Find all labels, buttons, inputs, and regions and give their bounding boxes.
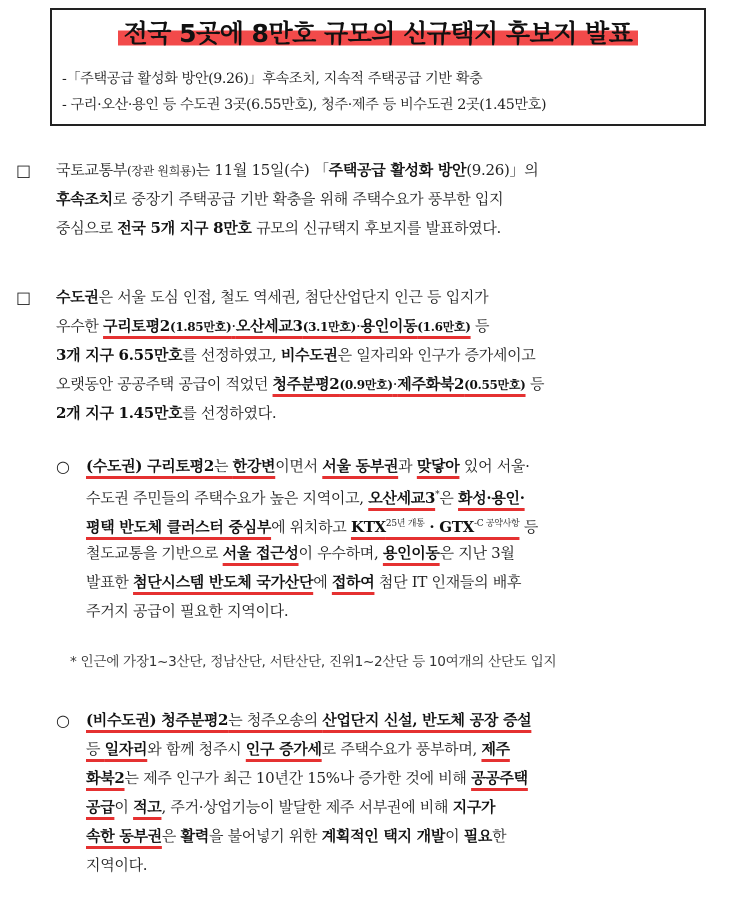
metro-paragraph: □ 수도권은 서울 도심 인접, 철도 역세권, 첨단산업단지 인근 등 입지가 우수한 구리토평2(1.85만호)·오산세교3(3.1만호)·용인이동(1.6만호) 등 3개 지구 6.55만호를 선정하였고, 비수도권은 일자리와 인구가 증가세이고 오랫동안 공공주택 공급이 적었던 청주분평2(0.9만호)·제주화북2(0.55만호) 등 2개 지구 1.45만호를 선정하였다. bbox=[56, 283, 716, 428]
circle-bullet: ○ bbox=[56, 711, 70, 730]
circle-bullet: ○ bbox=[56, 457, 70, 476]
intro-paragraph: □ 국토교통부(장관 원희룡)는 11월 15일(수) 「주택공급 활성화 방안(9.26)」의 후속조치로 중장기 주택공급 기반 확충을 위해 주택수요가 풍부한 입지 중심으로 전국 5개 지구 8만호 규모의 신규택지 후보지를 발표하였다. bbox=[56, 156, 716, 243]
page-title: 전국 5곳에 8만호 규모의 신규택지 후보지 발표 bbox=[52, 14, 704, 50]
footnote-text: 인근에 가장1~3산단, 정남산단, 서탄산단, 진위1~2산단 등 10여개의 산단도 입지 bbox=[80, 654, 557, 670]
summary-box bbox=[50, 8, 706, 126]
nonmetro-detail-paragraph: ○ (비수도권) 청주분평2는 청주오송의 산업단지 신설, 반도체 공장 증설 등 일자리와 함께 청주시 인구 증가세로 주택수요가 풍부하며, 제주 화북2는 제주 인구가 최근 10년간 15%나 증가한 것에 비해 공공주택 공급이 적고, 주거·상업기능이 발달한 제주 서부권에 비해 지구가 속한 동부권은 활력을 불어넣기 위한 계획적인 택지 개발이 필요한 지역이다. bbox=[86, 706, 716, 880]
metro-detail-paragraph: ○ (수도권) 구리토평2는 한강변이면서 서울 동부권과 맞닿아 있어 서울· 수도권 주민들의 주택수요가 높은 지역이고, 오산세교3*은 화성·용인· 평택 반도체 클러스터 중심부에 위치하고 $KTX^{25년 개통} \cdot GTX^{-C 공약사항}$ 등 철도교통을 기반으로 서울 접근성이 우수하며, 용인이동은 지난 3월 발표한 첨단시스템 반도체 국가산단에 접하여 첨단 IT 인재들의 배후 주거지 공급이 필요한 지역이다. bbox=[86, 452, 716, 626]
subtitle-2: - 구리·오산·용인 등 수도권 3곳(6.55만호), 청주·제주 등 비수도권 2곳(1.45만호) bbox=[62, 97, 547, 113]
square-bullet: □ bbox=[16, 161, 31, 180]
footnote bbox=[70, 650, 556, 670]
subtitle-1: -「주택공급 활성화 방안(9.26)」후속조치, 지속적 주택공급 기반 확충 bbox=[62, 71, 483, 87]
asterisk-marker: * bbox=[70, 654, 77, 670]
square-bullet: □ bbox=[16, 288, 31, 307]
